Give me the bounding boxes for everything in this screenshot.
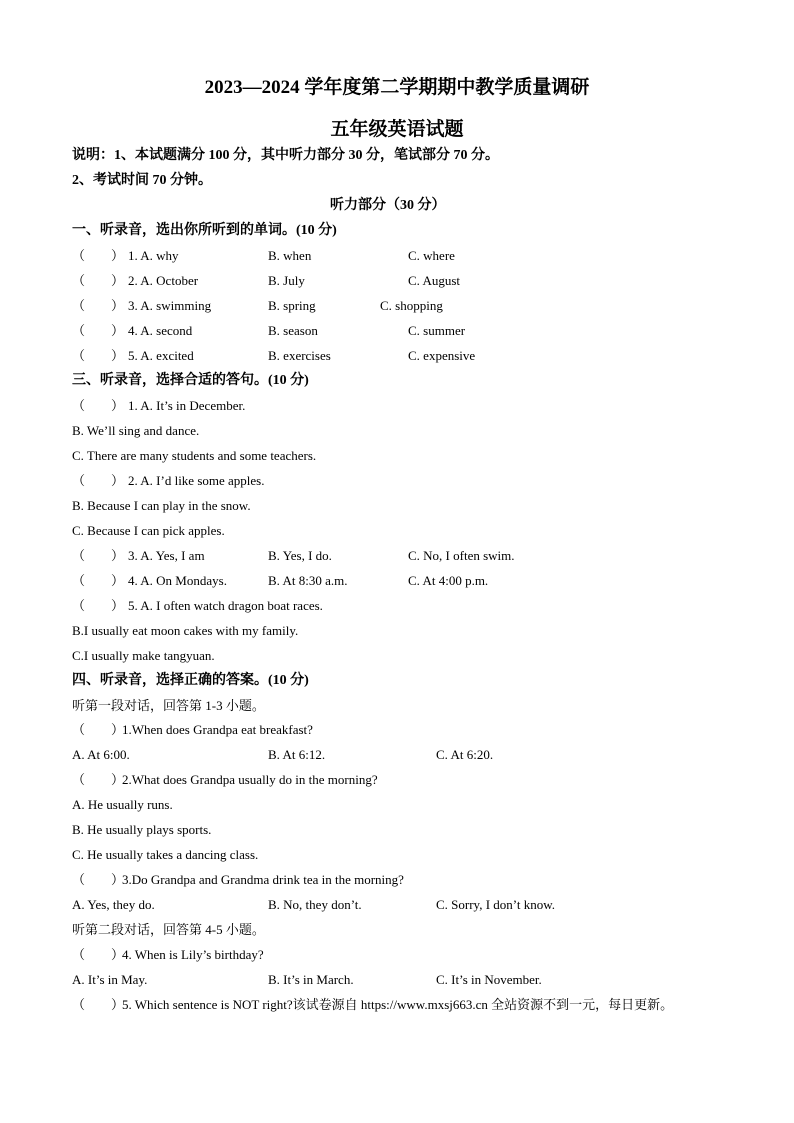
answer-bracket[interactable]: （ ） [72, 722, 125, 737]
dialog-2-instruction: 听第二段对话，回答第 4-5 小题。 [72, 922, 265, 937]
option-b: B. season [268, 323, 318, 338]
s3-q2-option-c: C. Because I can pick apples. [72, 523, 225, 538]
answer-bracket[interactable]: （ ） [72, 273, 125, 288]
option-c: C. At 4:00 p.m. [408, 573, 489, 588]
exam-title: 2023—2024 学年度第二学期期中教学质量调研 [204, 77, 590, 98]
option-a: 3. A. Yes, I am [128, 548, 205, 563]
option-a: A. It’s in May. [72, 972, 148, 987]
option-c: C. It’s in November. [436, 972, 542, 987]
question-text: 1.When does Grandpa eat breakfast? [122, 722, 313, 737]
option-b: B. Yes, I do. [268, 548, 332, 563]
s3-q5-option-c: C.I usually make tangyuan. [72, 648, 215, 663]
option-a: 5. A. I often watch dragon boat races. [128, 598, 323, 613]
notes-line-2: 2、考试时间 70 分钟。 [72, 173, 212, 188]
option-b: B. At 8:30 a.m. [268, 573, 348, 588]
section-1-heading: 一、听录音，选出你所听到的单词。(10 分) [72, 223, 337, 238]
answer-bracket[interactable]: （ ） [72, 473, 125, 488]
s3-q2-option-b: B. Because I can play in the snow. [72, 498, 251, 513]
option-a: 4. A. second [128, 323, 193, 338]
option-c: C. Sorry, I don’t know. [436, 897, 556, 912]
option-b: B. At 6:12. [268, 747, 326, 762]
option-a: 1. A. why [128, 248, 179, 263]
s3-q1-option-c: C. There are many students and some teachers. [72, 448, 317, 463]
notes-line-1: 说明：1、本试题满分 100 分，其中听力部分 30 分，笔试部分 70 分。 [72, 148, 499, 163]
s3-question-4 [72, 573, 772, 589]
option-b: B. It’s in March. [268, 972, 354, 987]
answer-bracket[interactable]: （ ） [72, 573, 125, 588]
s4-question-4 [72, 947, 772, 963]
option-a: 1. A. It’s in December. [128, 398, 246, 413]
s4-q2-option-a: A. He usually runs. [72, 797, 173, 812]
s1-question-1 [72, 248, 772, 264]
answer-bracket[interactable]: （ ） [72, 348, 125, 363]
answer-bracket[interactable]: （ ） [72, 772, 125, 787]
option-c: C. August [408, 273, 461, 288]
s3-q5-option-b: B.I usually eat moon cakes with my family. [72, 623, 299, 638]
listening-heading: 听力部分（30 分） [330, 198, 446, 213]
option-c: C. where [408, 248, 455, 263]
answer-bracket[interactable]: （ ） [72, 947, 125, 962]
answer-bracket[interactable]: （ ） [72, 548, 125, 563]
s4-question-2 [72, 772, 772, 788]
option-a: A. Yes, they do. [72, 897, 155, 912]
s1-question-3 [72, 298, 772, 314]
section-3-heading: 三、听录音，选择合适的答句。(10 分) [72, 373, 309, 388]
s4-question-3 [72, 872, 772, 888]
option-b: B. No, they don’t. [268, 897, 362, 912]
option-a: A. At 6:00. [72, 747, 130, 762]
s3-question-2 [72, 473, 772, 489]
section-4-heading: 四、听录音，选择正确的答案。(10 分) [72, 673, 309, 688]
option-b: B. July [268, 273, 305, 288]
question-text: 3.Do Grandpa and Grandma drink tea in the morning? [122, 872, 404, 887]
option-c: C. summer [408, 323, 466, 338]
s3-question-5 [72, 598, 772, 614]
s1-question-5 [72, 348, 772, 364]
option-a: 4. A. On Mondays. [128, 573, 227, 588]
answer-bracket[interactable]: （ ） [72, 298, 125, 313]
option-c: C. expensive [408, 348, 476, 363]
answer-bracket[interactable]: （ ） [72, 323, 125, 338]
option-c: C. No, I often swim. [408, 548, 515, 563]
s4-q2-option-c: C. He usually takes a dancing class. [72, 847, 259, 862]
s4-q2-option-b: B. He usually plays sports. [72, 822, 212, 837]
s1-question-4 [72, 323, 772, 339]
s4-q1-options [72, 747, 772, 763]
option-c: C. At 6:20. [436, 747, 494, 762]
option-a: 5. A. excited [128, 348, 194, 363]
s4-question-5 [72, 997, 772, 1013]
exam-subtitle: 五年级英语试题 [330, 119, 464, 140]
s4-q3-options [72, 897, 772, 913]
option-a: 2. A. I’d like some apples. [128, 473, 265, 488]
s3-question-3 [72, 548, 772, 564]
answer-bracket[interactable]: （ ） [72, 598, 125, 613]
answer-bracket[interactable]: （ ） [72, 248, 125, 263]
option-c: C. shopping [380, 298, 443, 313]
answer-bracket[interactable]: （ ） [72, 398, 125, 413]
question-text: 2.What does Grandpa usually do in the morning? [122, 772, 378, 787]
question-text: 4. When is Lily’s birthday? [122, 947, 264, 962]
option-a: 2. A. October [128, 273, 199, 288]
option-b: B. when [268, 248, 312, 263]
option-b: B. exercises [268, 348, 331, 363]
question-text: 5. Which sentence is NOT right?该试卷源自 https://www.mxsj663.cn 全站资源不到一元，每日更新。 [122, 997, 674, 1012]
option-a: 3. A. swimming [128, 298, 212, 313]
s4-question-1 [72, 722, 772, 738]
answer-bracket[interactable]: （ ） [72, 872, 125, 887]
s3-question-1 [72, 398, 772, 414]
s4-q4-options [72, 972, 772, 988]
option-b: B. spring [268, 298, 316, 313]
answer-bracket[interactable]: （ ） [72, 997, 125, 1012]
s3-q1-option-b: B. We’ll sing and dance. [72, 423, 200, 438]
s1-question-2 [72, 273, 772, 289]
dialog-1-instruction: 听第一段对话，回答第 1-3 小题。 [72, 698, 265, 713]
